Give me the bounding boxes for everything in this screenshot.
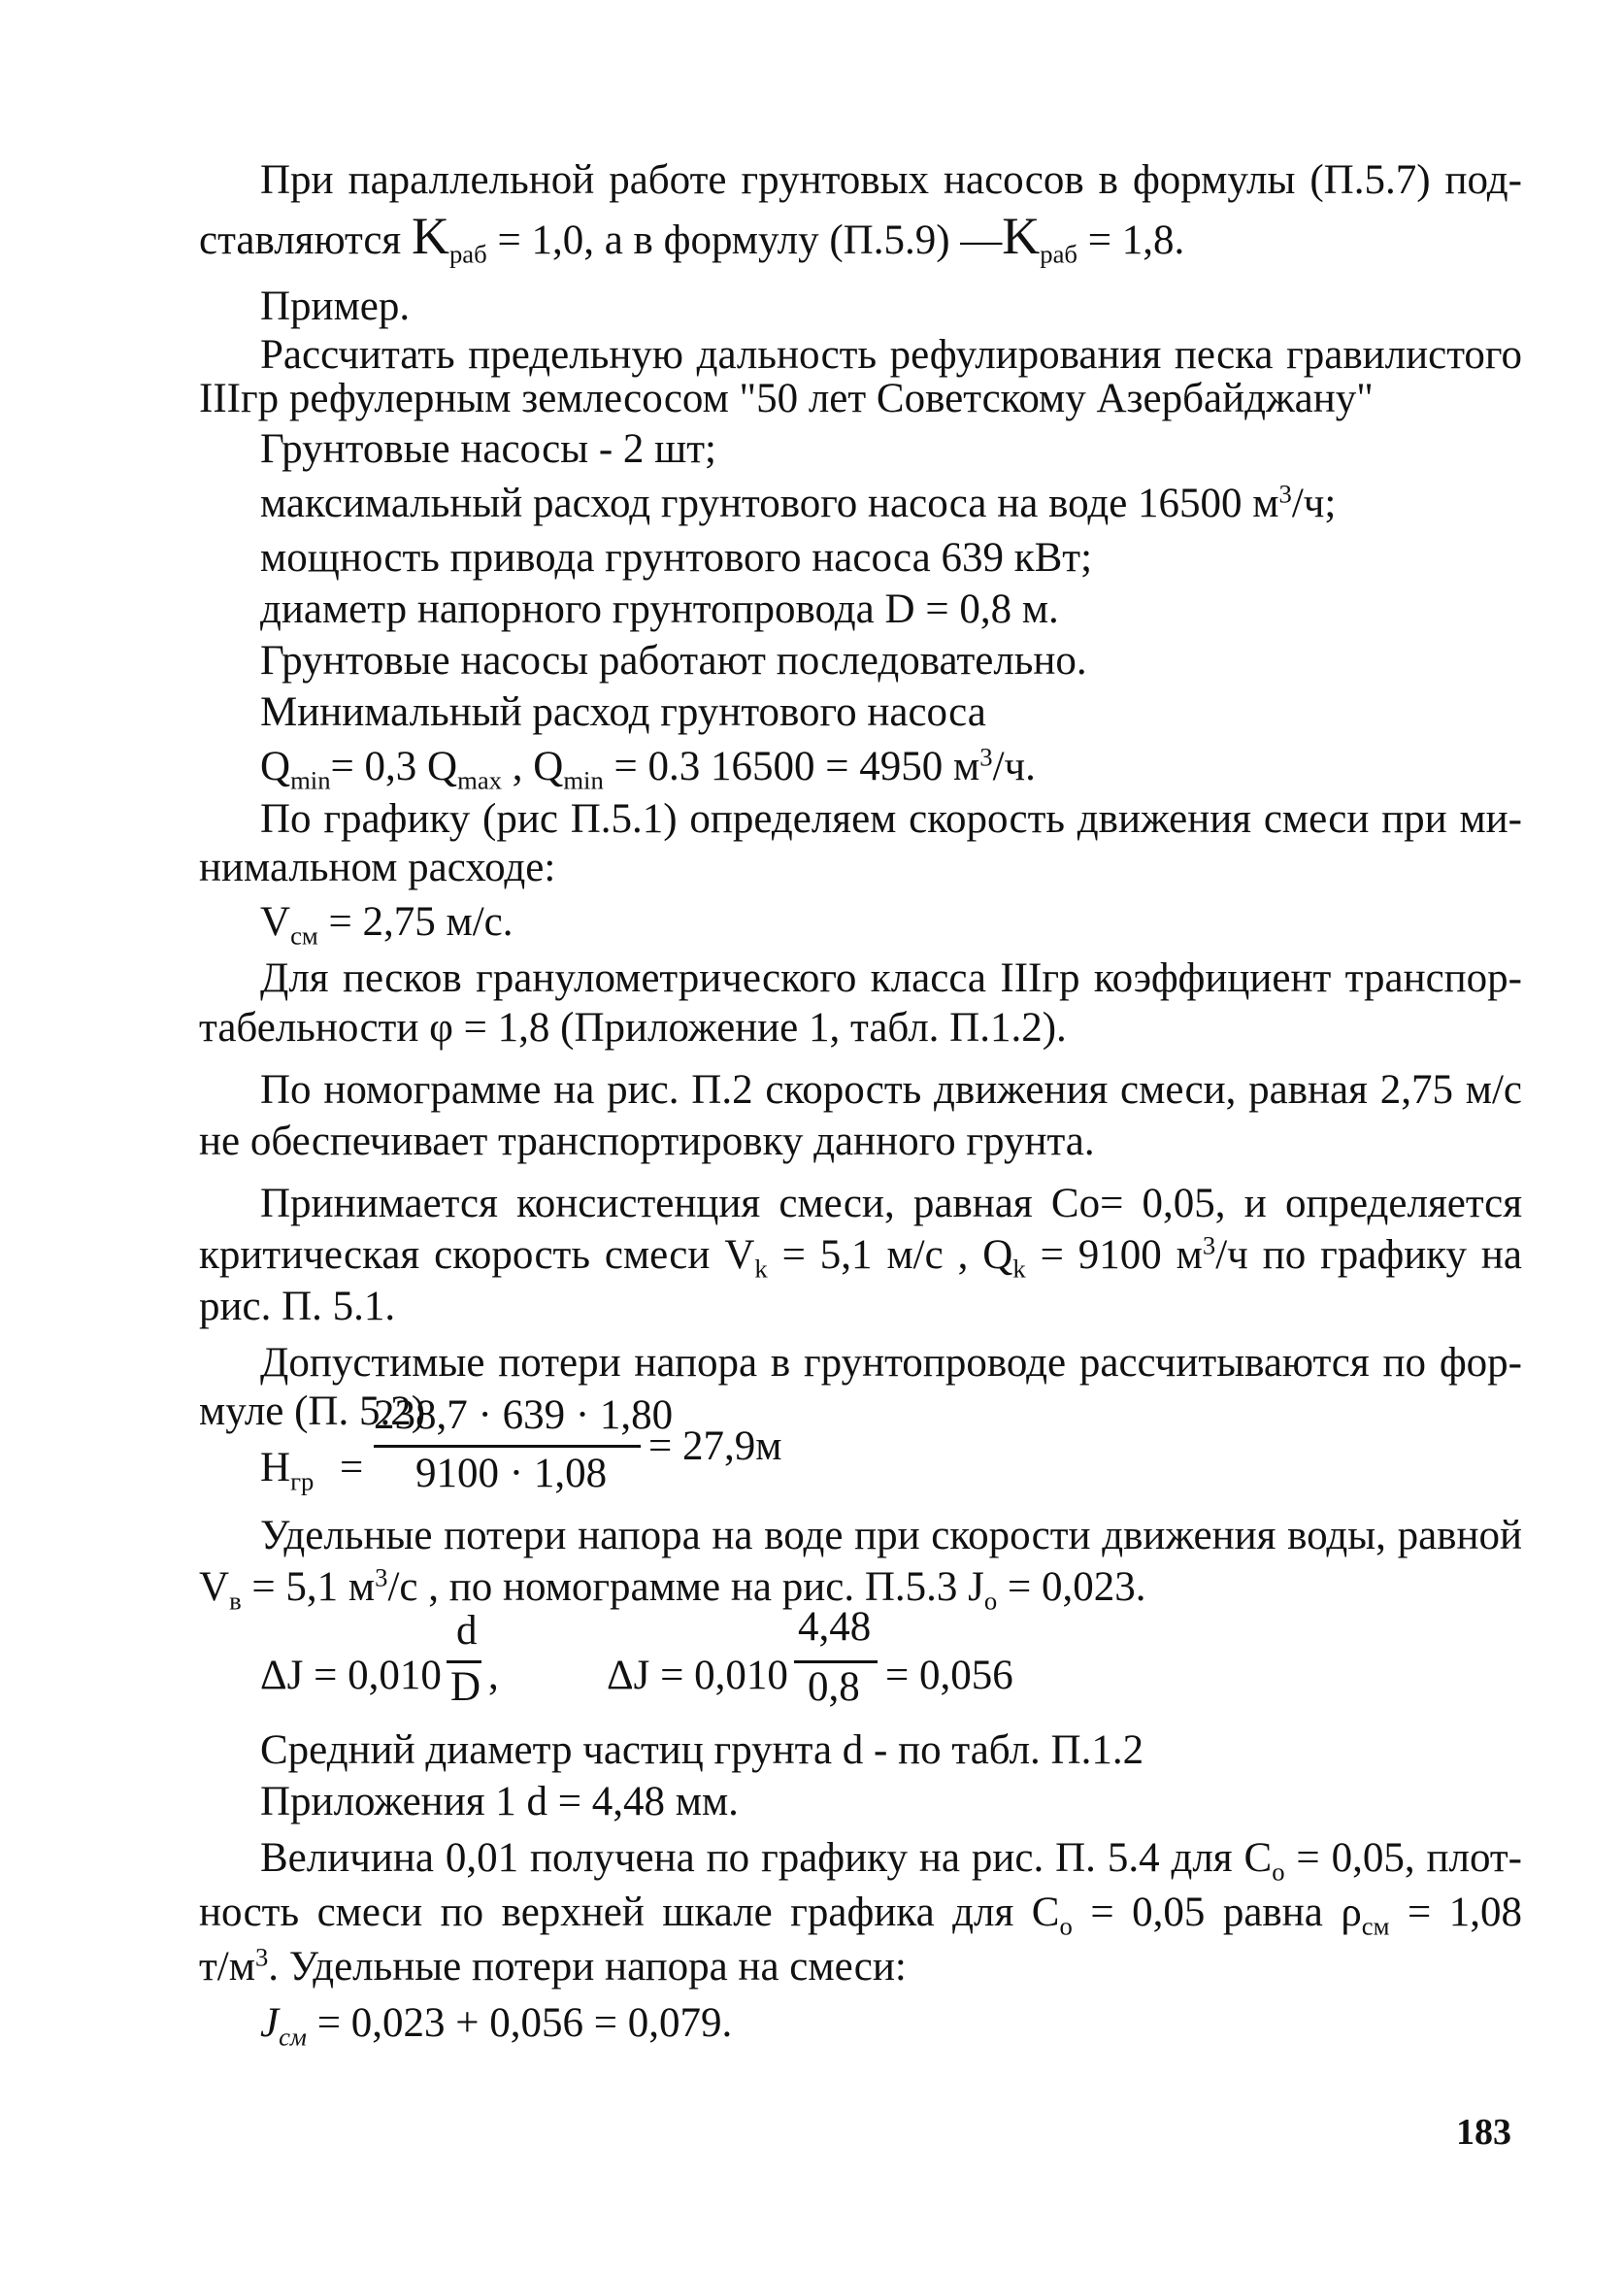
dj1-numerator: d [456, 1608, 478, 1654]
dj2-lhs: ΔJ = 0,010 [607, 1653, 788, 1698]
list-line: максимальный расход грунтового насоса на воде 16500 $м^3/ч$; [260, 479, 1337, 526]
dj2-result: = 0,056 [885, 1653, 1013, 1698]
hgr-denominator: 9100 · 1,08 [415, 1451, 608, 1496]
hgr-result: = 27,9м [648, 1423, 782, 1469]
paragraph-line: Рассчитать предельную дальность рефулирования песка гравилистого [260, 332, 1522, 378]
paragraph-line: Величина 0,01 получена по графику на рис. П. 5.4 для $C_o = 0,05$, плот- [260, 1835, 1522, 1887]
dj2-numerator: 4,48 [798, 1604, 872, 1650]
paragraph-line: Для песков гранулометрического класса IIIгр коэффициент транспор- [260, 955, 1522, 1001]
paragraph-line: $V_в = 5,1$ $м^3/с$ , по номограмме на рис. П.5.3 $J_o = 0,023$. [199, 1562, 1146, 1616]
dj1-lhs: ΔJ = 0,010 [260, 1653, 442, 1698]
formula-vsm: $V_{см} = 2,75$ м/с. [260, 899, 514, 951]
hgr-numerator: 238,7 · 639 · 1,80 [374, 1392, 674, 1438]
paragraph-line: Средний диаметр частиц грунта d - по табл. П.1.2 [260, 1727, 1144, 1773]
example-heading: Пример. [260, 284, 411, 329]
dj1-denominator: D [450, 1664, 481, 1710]
hgr-equals: = [340, 1445, 364, 1490]
list-line: диаметр напорного грунтопровода D = 0,8 м. [260, 586, 1059, 632]
list-line: мощность привода грунтового насоса 639 кВт; [260, 535, 1093, 581]
list-line: Грунтовые насосы работают последовательно. [260, 638, 1087, 684]
list-line: Грунтовые насосы - 2 шт; [260, 426, 716, 472]
formula-jsm: $J_{см} = 0,023 + 0,056 = 0,079$. [260, 2000, 733, 2052]
paragraph-line: Приложения 1 d = 4,48 мм. [260, 1779, 739, 1824]
paragraph-line: табельности φ = 1,8 (Приложение 1, табл. П.1.2). [199, 1005, 1067, 1051]
hgr-fraction-bar [374, 1445, 641, 1448]
paragraph-line: рис. П. 5.1. [199, 1284, 396, 1329]
paragraph-line: $т/м^3$. Удельные потери напора на смеси: [199, 1942, 907, 1990]
paragraph-line: муле (П. 5.2) [199, 1388, 426, 1434]
paragraph-line: По номограмме на рис. П.2 скорость движения смеси, равная 2,75 м/с [260, 1067, 1522, 1113]
paragraph-line: Удельные потери напора на воде при скорости движения воды, равной [260, 1513, 1522, 1558]
dj2-denominator: 0,8 [808, 1664, 860, 1710]
paragraph-line: ность смеси по верхней шкале графика для $C_o = 0,05$ равна $\rho_{см} = 1,08$ [199, 1890, 1522, 1941]
hgr-lhs: $H_{гр}$ [260, 1445, 315, 1496]
paragraph-line: ставляются $K_{раб} = 1,0$, а в формулу (П.5.9) $—K_{раб} = 1,8$. [199, 207, 1185, 269]
formula-qmin: $Q_{min}= 0,3$ $Q_{max}$ , $Q_{min} = 0.3$ 16500 = 4950 $м^3/ч$. [260, 742, 1036, 795]
paragraph-line: Допустимые потери напора в грунтопроводе рассчитываются по фор- [260, 1340, 1522, 1386]
page-number: 183 [1456, 2112, 1511, 2153]
paragraph-line: IIIгр рефулерным землесосом "50 лет Советскому Азербайджану" [199, 376, 1374, 421]
paragraph-line: нимальном расходе: [199, 845, 556, 890]
list-line: Минимальный расход грунтового насоса [260, 689, 986, 735]
paragraph-line: критическая скорость смеси $V_k = 5,1$ м/с , $Q_k = 9100$ $м^3/ч$ по графику на [199, 1230, 1523, 1284]
paragraph-line: При параллельной работе грунтовых насосов в формулы (П.5.7) под- [260, 157, 1522, 203]
dj1-comma: , [488, 1653, 499, 1698]
paragraph-line: По графику (рис П.5.1) определяем скорость движения смеси при ми- [260, 796, 1522, 842]
paragraph-line: Принимается консистенция смеси, равная Co= 0,05, и определяется [260, 1181, 1522, 1226]
paragraph-line: не обеспечивает транспортировку данного грунта. [199, 1119, 1095, 1164]
